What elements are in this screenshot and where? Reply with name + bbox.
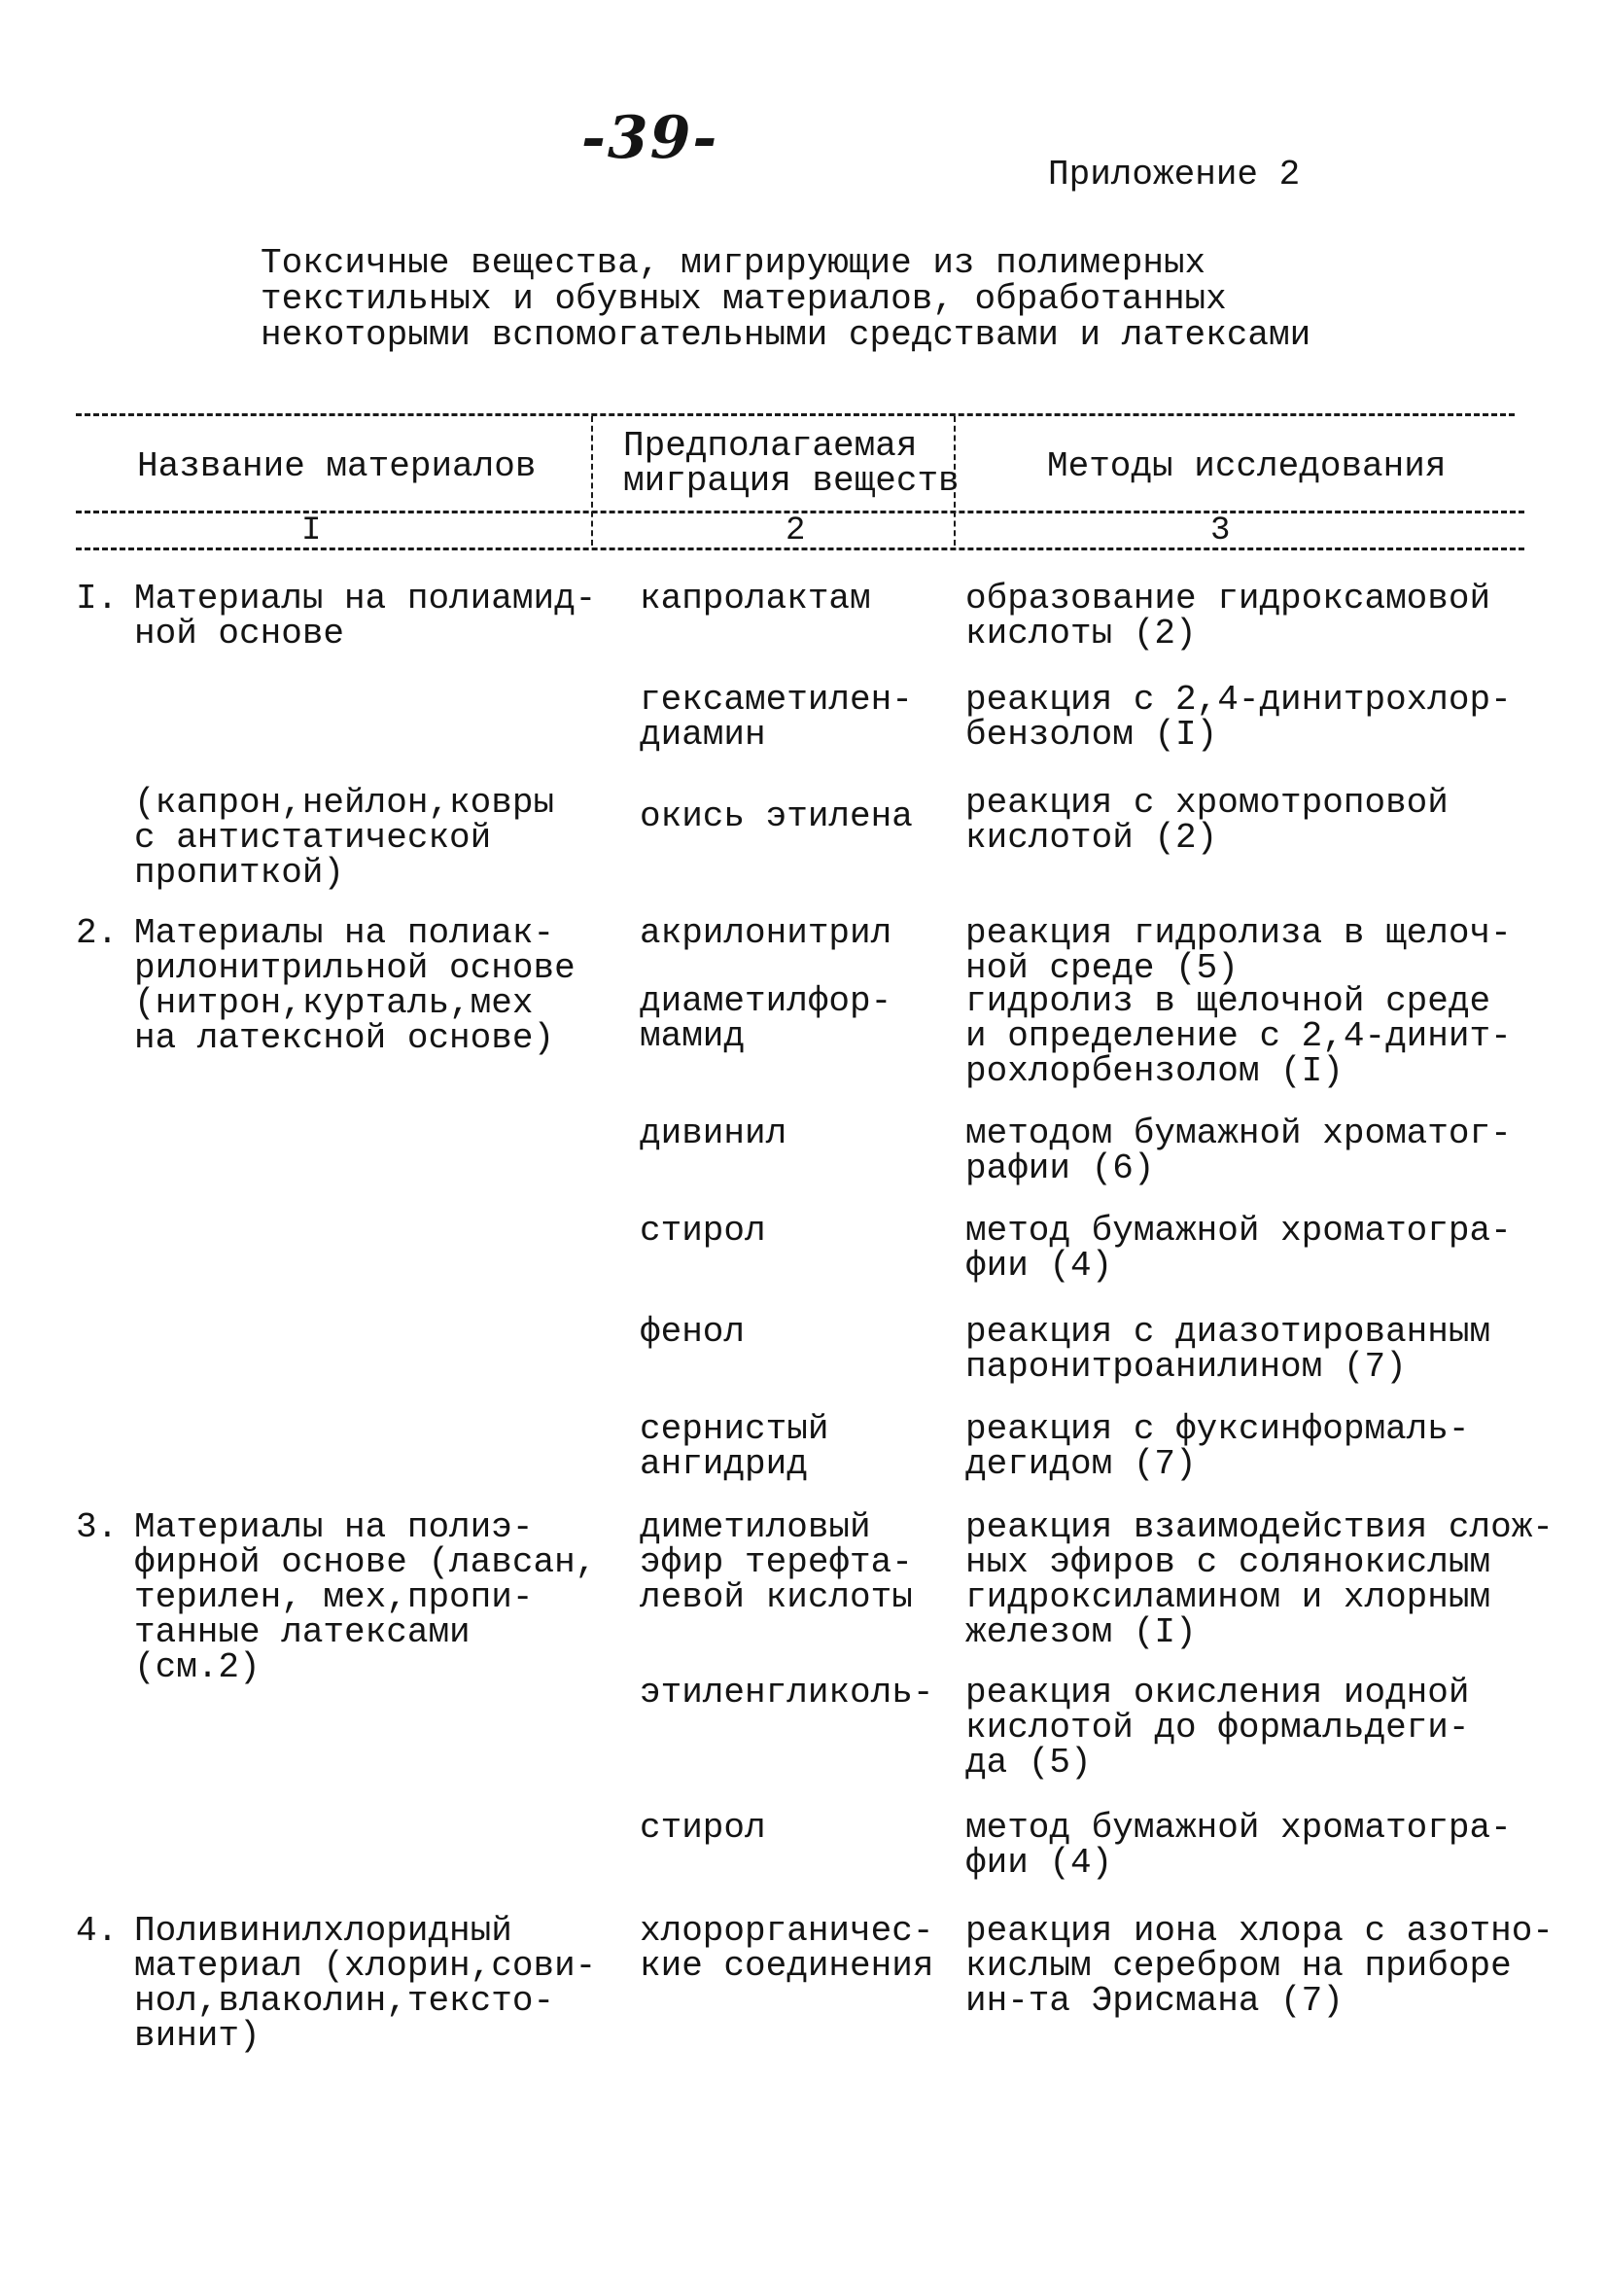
header-migration bbox=[623, 426, 960, 501]
group-number: 3. bbox=[76, 1507, 119, 1547]
substance-cell: капролактам bbox=[640, 579, 871, 618]
material-group-note: (капрон,нейлон,ковры с антистатической пропиткой) bbox=[134, 783, 555, 893]
method-cell: реакция с 2,4-динитрохлор- бензолом (I) bbox=[965, 680, 1512, 755]
method-cell: метод бумажной хроматогра- фии (4) bbox=[965, 1808, 1512, 1883]
title-line: Токсичные вещества, мигрирующие из полимерных bbox=[261, 243, 1206, 283]
substance-cell: гексаметилен- диамин bbox=[640, 680, 913, 755]
column-number: 3 bbox=[1210, 512, 1231, 549]
method-cell: реакция иона хлора с азотно- кислым серебром на приборе ин-та Эрисмана (7) bbox=[965, 1911, 1554, 2021]
substance-cell: стирол bbox=[640, 1211, 766, 1251]
material-group: I. Материалы на полиамид- ной основе bbox=[76, 579, 597, 653]
material-group: 3. Материалы на полиэ- фирной основе (лавсан, терилен, мех,пропи- танные латексами (см.2) bbox=[76, 1507, 597, 1687]
substance-cell: дивинил bbox=[640, 1113, 787, 1153]
method-cell: реакция гидролиза в щелоч- ной среде (5) bbox=[965, 913, 1512, 988]
header-migration-line: Предполагаемая bbox=[623, 426, 918, 466]
method-cell: реакция с диазотированным паронитроанилином (7) bbox=[965, 1312, 1491, 1387]
title-line: текстильных и обувных материалов, обработанных bbox=[261, 279, 1227, 319]
substance-cell: фенол bbox=[640, 1312, 746, 1352]
header-materials: Название материалов bbox=[137, 446, 537, 486]
column-separator bbox=[591, 416, 593, 546]
page-number: -39- bbox=[581, 104, 719, 172]
substance-cell: акрилонитрил bbox=[640, 913, 892, 953]
table-top-rule bbox=[76, 413, 1515, 416]
document-title bbox=[261, 245, 1310, 353]
substance-cell: хлорорганичес- кие соединения bbox=[640, 1911, 934, 1986]
material-group: 2. Материалы на полиак- рилонитрильной основе (нитрон,курталь,мех на латексной основе) bbox=[76, 913, 576, 1058]
method-cell: метод бумажной хроматогра- фии (4) bbox=[965, 1211, 1512, 1286]
substance-cell: сернистый ангидрид bbox=[640, 1409, 829, 1484]
substance-cell: стирол bbox=[640, 1808, 766, 1848]
method-cell: реакция с фуксинформаль- дегидом (7) bbox=[965, 1409, 1470, 1484]
method-cell: методом бумажной хроматог- рафии (6) bbox=[965, 1113, 1512, 1188]
material-group: 4. Поливинилхлоридный материал (хлорин,сови- нол,влаколин,тексто- винит) bbox=[76, 1911, 597, 2056]
appendix-label: Приложение 2 bbox=[1048, 155, 1301, 194]
header-migration-line: миграция веществ bbox=[623, 461, 960, 501]
column-number: 2 bbox=[786, 512, 806, 549]
method-cell: гидролиз в щелочной среде и определение с 2,4-динит- рохлорбензолом (I) bbox=[965, 981, 1512, 1091]
group-number: 2. bbox=[76, 913, 119, 953]
method-cell: образование гидроксамовой кислоты (2) bbox=[965, 579, 1491, 653]
substance-cell: диметиловый эфир терефта- левой кислоты bbox=[640, 1507, 913, 1617]
substance-cell: этиленгликоль- bbox=[640, 1673, 934, 1713]
header-methods: Методы исследования bbox=[1047, 446, 1447, 486]
method-cell: реакция окисления иодной кислотой до формальдеги- да (5) bbox=[965, 1673, 1470, 1783]
column-number: I bbox=[301, 512, 322, 549]
method-cell: реакция взаимодействия слож- ных эфиров с солянокислым гидроксиламином и хлорным железом (I) bbox=[965, 1507, 1554, 1652]
title-line: некоторыми вспомогательными средствами и латексами bbox=[261, 315, 1311, 355]
method-cell: реакция с хромотроповой кислотой (2) bbox=[965, 783, 1449, 858]
group-number: 4. bbox=[76, 1911, 119, 1951]
substance-cell: окись этилена bbox=[640, 796, 913, 836]
substance-cell: диаметилфор- мамид bbox=[640, 981, 892, 1056]
group-number: I. bbox=[76, 579, 119, 618]
